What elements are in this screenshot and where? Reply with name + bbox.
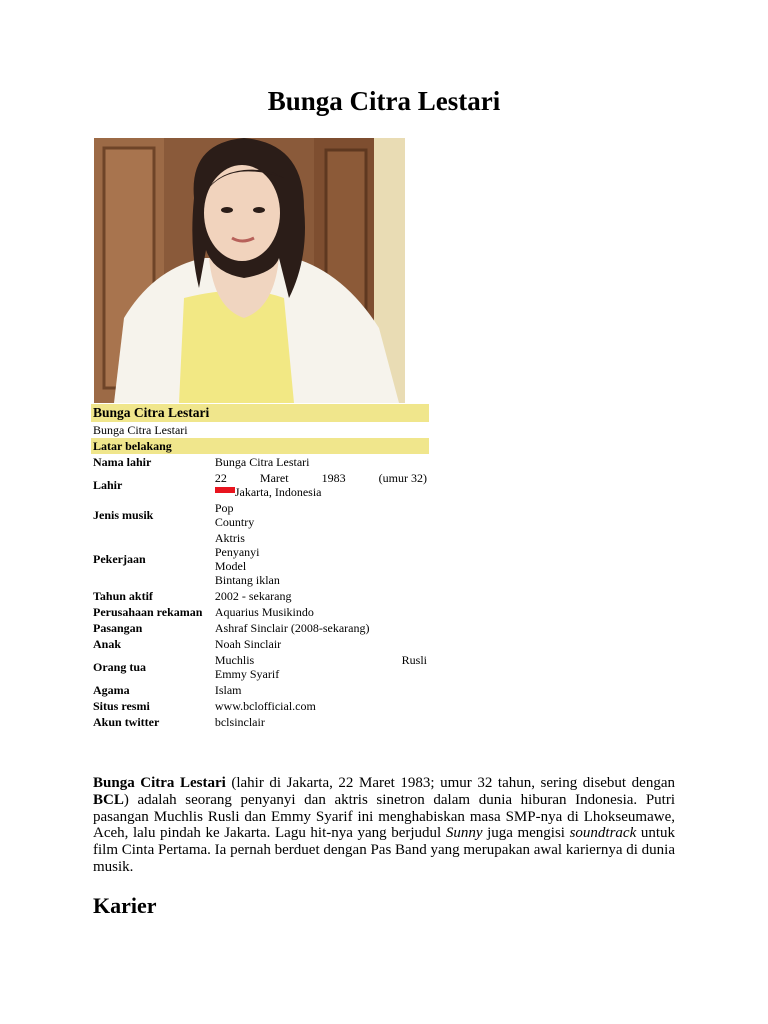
label-agama: Agama [93, 683, 130, 697]
label-orang-tua: Orang tua [93, 660, 147, 674]
row-pekerjaan [91, 530, 429, 588]
infobox-section-latar-belakang: Latar belakang [91, 438, 429, 454]
section-heading-karier: Karier [93, 893, 157, 918]
value-jenis-musik [213, 500, 429, 530]
birth-month: Maret [259, 471, 289, 485]
genre-item[interactable]: Pop [214, 501, 234, 515]
row-lahir [91, 470, 429, 500]
birth-year-link[interactable]: 1983 [321, 471, 346, 485]
row-perusahaan-rekaman [91, 604, 429, 620]
value-orang-tua [213, 652, 429, 682]
value-pekerjaan [213, 530, 429, 588]
intro-soundtrack-word: soundtrack [569, 825, 637, 842]
label-pasangan: Pasangan [93, 621, 143, 635]
father-first-name: Muchlis [214, 653, 255, 667]
value-perusahaan-rekaman[interactable]: Aquarius Musikindo [214, 605, 314, 619]
value-nama-lahir: Bunga Citra Lestari [214, 455, 310, 469]
label-perusahaan-rekaman: Perusahaan rekaman [93, 605, 203, 619]
value-tahun-aktif: 2002 - sekarang [214, 589, 292, 603]
father-last-name: Rusli [401, 653, 427, 667]
birth-place-line [215, 485, 427, 499]
row-akun-twitter [91, 714, 429, 730]
birth-day-link[interactable]: 22 [214, 471, 227, 485]
row-jenis-musik [91, 500, 429, 530]
row-agama [91, 682, 429, 698]
value-anak: Noah Sinclair [214, 637, 282, 651]
birth-place-link[interactable]: Jakarta, Indonesia [234, 485, 322, 499]
row-situs-resmi [91, 698, 429, 714]
page-title: Bunga Citra Lestari [267, 86, 501, 116]
intro-song-title: Sunny [445, 825, 483, 842]
father-line [215, 653, 427, 667]
indonesia-flag-icon [215, 487, 235, 493]
row-tahun-aktif [91, 588, 429, 604]
row-orang-tua [91, 652, 429, 682]
intro-text-1: (lahir di Jakarta, 22 Maret 1983; umur 32 tahun, sering disebut dengan [225, 775, 675, 791]
intro-text-4: untuk film Cinta Pertama. Ia pernah berduet dengan Pas Band yang merupakan awal kariernya di dunia musik. [93, 825, 675, 875]
label-akun-twitter: Akun twitter [93, 715, 160, 729]
infobox-header-row [91, 404, 429, 422]
value-pasangan[interactable]: Ashraf Sinclair (2008-sekarang) [214, 621, 370, 635]
value-akun-twitter[interactable]: bclsinclair [214, 715, 265, 729]
value-situs-resmi[interactable]: www.bclofficial.com [214, 699, 316, 713]
birth-age: (umur 32) [378, 471, 427, 485]
intro-subject-name: Bunga Citra Lestari [93, 775, 226, 791]
label-tahun-aktif: Tahun aktif [93, 589, 153, 603]
value-lahir [213, 470, 429, 500]
infobox-header: Bunga Citra Lestari [91, 404, 429, 422]
label-jenis-musik: Jenis musik [93, 508, 154, 522]
infobox-caption-row [91, 422, 429, 438]
intro-text-3: juga mengisi [482, 825, 570, 842]
label-lahir: Lahir [93, 478, 123, 492]
infobox [91, 404, 429, 730]
row-nama-lahir [91, 454, 429, 470]
label-anak: Anak [93, 637, 122, 651]
occupation-item[interactable]: Bintang iklan [214, 573, 280, 587]
intro-abbreviation: BCL [93, 791, 124, 808]
mother-name: Emmy Syarif [214, 667, 280, 681]
infobox-section-row [91, 438, 429, 454]
row-pasangan [91, 620, 429, 636]
intro-paragraph [93, 775, 675, 876]
row-anak [91, 636, 429, 652]
birth-date-line [215, 471, 427, 485]
portrait-photo [94, 138, 405, 403]
intro-text-2: ) adalah seorang penyanyi dan aktris sinetron dalam dunia hiburan Indonesia. Putri pasangan Muchlis Rusli dan Emmy Syarif ini menghabiskan masa SMP-nya di Lhokseumawe, Aceh, lalu pindah ke Jakarta. Lagu hit-nya yang berjudul [93, 791, 675, 842]
genre-item[interactable]: Country [214, 515, 255, 529]
occupation-item[interactable]: Aktris [214, 531, 245, 545]
infobox-caption: Bunga Citra Lestari [93, 423, 188, 437]
occupation-item[interactable]: Model [214, 559, 247, 573]
label-situs-resmi: Situs resmi [93, 699, 150, 713]
value-agama[interactable]: Islam [214, 683, 242, 697]
label-pekerjaan: Pekerjaan [93, 552, 146, 566]
label-nama-lahir: Nama lahir [93, 455, 152, 469]
occupation-item[interactable]: Penyanyi [214, 545, 260, 559]
